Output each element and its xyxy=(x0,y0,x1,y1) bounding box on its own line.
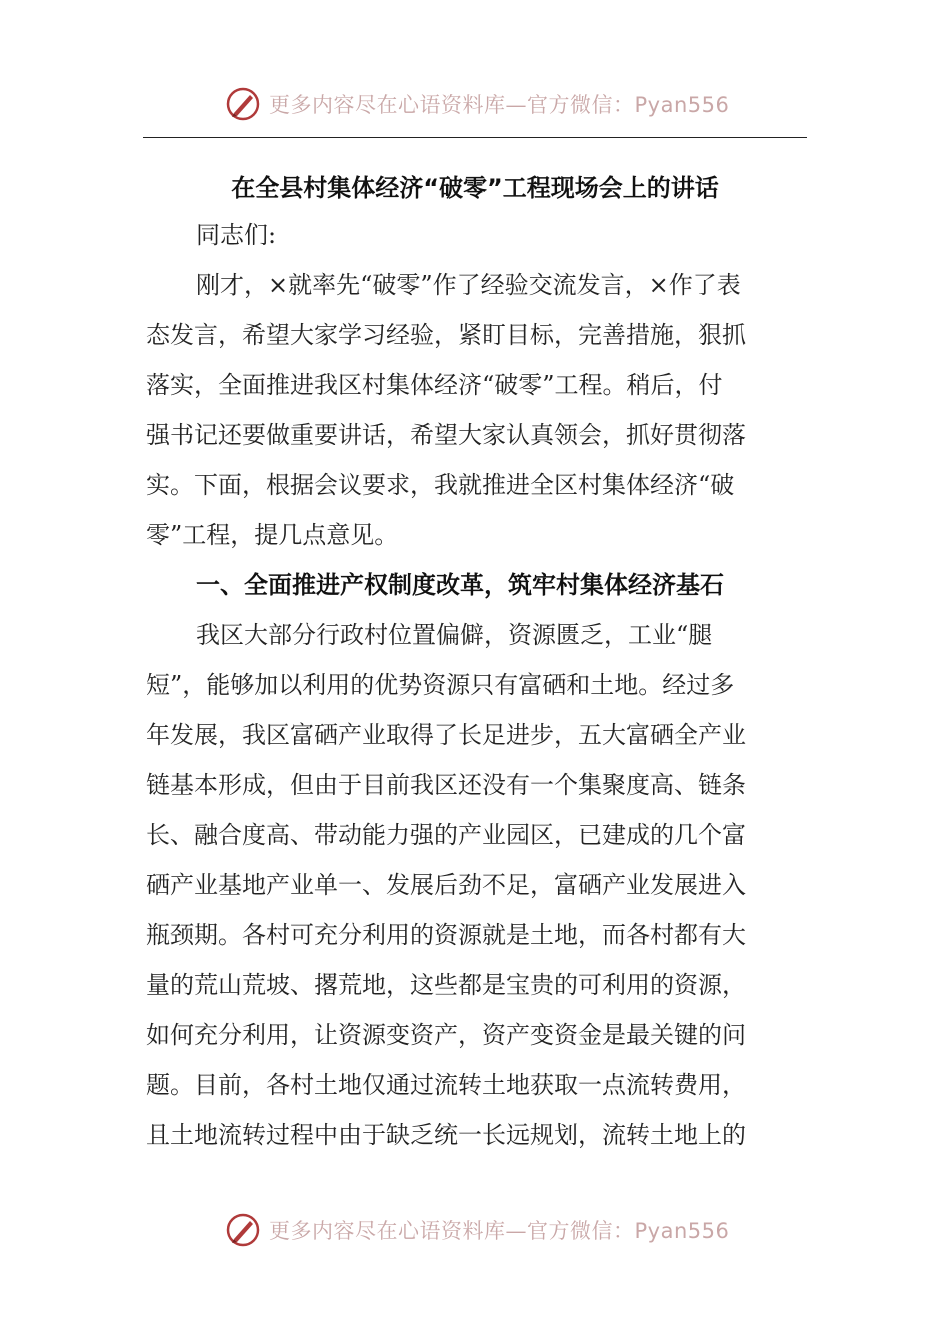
paragraph-line: 态发言，希望大家学习经验，紧盯目标，完善措施，狠抓 xyxy=(146,321,746,349)
greeting: 同志们: xyxy=(196,221,277,249)
header-divider xyxy=(143,137,807,138)
paragraph-line: 瓶颈期。各村可充分利用的资源就是土地，而各村都有大 xyxy=(146,921,746,949)
watermark-text: 更多内容尽在心语资料库—官方微信：Pyan556 xyxy=(269,1219,730,1243)
section-heading: 一、全面推进产权制度改革，筑牢村集体经济基石 xyxy=(196,571,724,599)
paragraph-line: 刚才，×就率先“破零”作了经验交流发言，×作了表 xyxy=(196,271,741,299)
paragraph-line: 年发展，我区富硒产业取得了长足进步，五大富硒全产业 xyxy=(146,721,746,749)
paragraph-line: 强书记还要做重要讲话，希望大家认真领会，抓好贯彻落 xyxy=(146,421,746,449)
document-body xyxy=(146,210,806,1160)
paragraph-line: 落实，全面推进我区村集体经济“破零”工程。稍后，付 xyxy=(146,371,723,399)
paragraph-line: 题。目前，各村土地仅通过流转土地获取一点流转费用， xyxy=(146,1071,746,1099)
paragraph-line: 如何充分利用，让资源变资产，资产变资金是最关键的问 xyxy=(146,1021,746,1049)
header-watermark xyxy=(225,82,729,126)
footer-watermark xyxy=(225,1208,729,1252)
document-title: 在全县村集体经济“破零”工程现场会上的讲话 xyxy=(231,174,719,202)
paragraph-line: 且土地流转过程中由于缺乏统一长远规划，流转土地上的 xyxy=(146,1121,746,1149)
paragraph-line: 我区大部分行政村位置偏僻，资源匮乏，工业“腿 xyxy=(196,621,713,649)
paragraph-line: 零”工程，提几点意见。 xyxy=(146,521,399,549)
pen-logo-icon xyxy=(225,86,261,122)
paragraph-line: 长、融合度高、带动能力强的产业园区，已建成的几个富 xyxy=(146,821,746,849)
paragraph-line: 短”，能够加以利用的优势资源只有富硒和土地。经过多 xyxy=(146,671,735,699)
pen-logo-icon xyxy=(225,1212,261,1248)
paragraph-line: 链基本形成，但由于目前我区还没有一个集聚度高、链条 xyxy=(146,771,746,799)
paragraph-line: 量的荒山荒坡、撂荒地，这些都是宝贵的可利用的资源， xyxy=(146,971,746,999)
paragraph-line: 硒产业基地产业单一、发展后劲不足，富硒产业发展进入 xyxy=(146,871,746,899)
watermark-text: 更多内容尽在心语资料库—官方微信：Pyan556 xyxy=(269,93,730,117)
paragraph-line: 实。下面，根据会议要求，我就推进全区村集体经济“破 xyxy=(146,471,735,499)
